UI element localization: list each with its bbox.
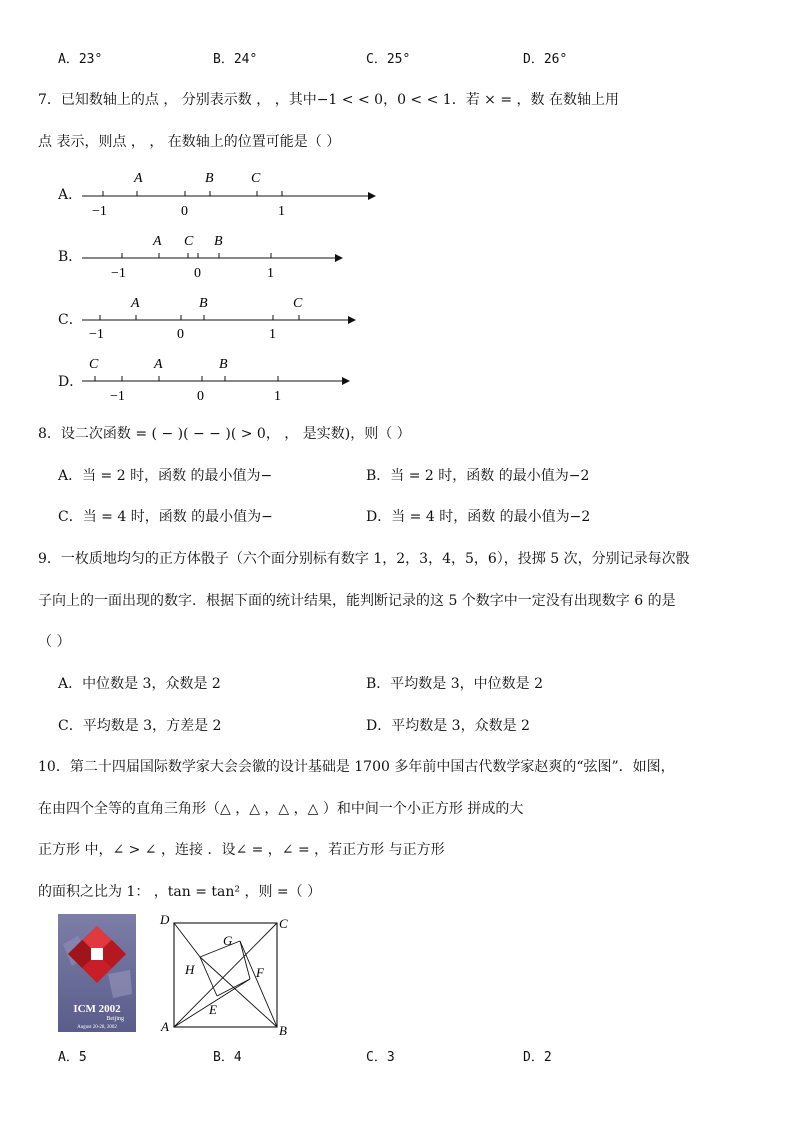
point-c-label: C: [89, 357, 99, 372]
point-a-label: A: [131, 296, 140, 311]
q7-stem-line2: 点 表示，则点 ， ， 在数轴上的位置可能是（ ）: [38, 134, 341, 150]
logo-title: ICM 2002: [73, 1003, 121, 1015]
point-c-label: C: [293, 296, 303, 311]
point-a-label: A: [153, 234, 162, 249]
q10-stem-line3: 正方形 中，∠ > ∠ ，连接 ．设∠ = ，∠ = ，若正方形 与正方形: [38, 842, 445, 858]
q8-option-b: B．当 = 2 时，函数 的最小值为−2: [366, 468, 590, 484]
tick-label-0: 0: [194, 266, 201, 281]
q9-option-a: A．中位数是 3，众数是 2: [58, 676, 221, 692]
q10-option-a: A．5: [58, 1050, 87, 1065]
point-b-label: B: [199, 296, 208, 311]
tick-label-1: 1: [274, 389, 281, 404]
q10-option-b: B．4: [213, 1050, 242, 1065]
point-b-label: B: [205, 171, 214, 186]
vertex-label-a: A: [161, 1019, 169, 1034]
q6-option-b: B．24°: [213, 52, 258, 67]
tick-label-0: 0: [181, 204, 188, 219]
tick-label-minus1: −1: [110, 389, 125, 404]
q6-option-d: D．26°: [523, 52, 568, 67]
tick-label-minus1: −1: [111, 266, 126, 281]
tick-label-0: 0: [197, 389, 204, 404]
number-line-c: [0, 286, 400, 346]
q9-stem-line3: （ ）: [38, 634, 71, 650]
point-b-label: B: [214, 234, 223, 249]
q7-option-d-letter: D．: [58, 374, 84, 390]
q6-option-c: C．25°: [366, 52, 411, 67]
icm-2002-logo: [58, 914, 136, 1032]
string-figure-diagram: [155, 910, 295, 1038]
tick-label-0: 0: [177, 327, 184, 342]
point-c-label: C: [251, 171, 261, 186]
q8-stem: 8．设二次函数 = ( − )( − − )( > 0， ， 是实数)，则（ ）: [38, 426, 411, 442]
vertex-label-b: B: [279, 1023, 287, 1038]
q10-stem-line2: 在由四个全等的直角三角形（△ ，△ ，△ ，△ ）和中间一个小正方形 拼成的大: [38, 801, 524, 817]
point-a-label: A: [134, 171, 143, 186]
q8-option-a: A．当 = 2 时，函数 的最小值为−: [58, 468, 273, 484]
q10-option-c: C．3: [366, 1050, 395, 1065]
tick-label-minus1: −1: [92, 204, 107, 219]
tick-label-1: 1: [267, 266, 274, 281]
point-c-label: C: [184, 234, 194, 249]
number-line-d: [0, 348, 400, 408]
tick-label-minus1: −1: [89, 327, 104, 342]
point-a-label: A: [154, 357, 163, 372]
number-line-a: [0, 160, 400, 220]
q10-stem-line4: 的面积之比为 1： ，tan = tan² ，则 =（ ）: [38, 884, 322, 900]
q10-option-d: D．2: [523, 1050, 552, 1065]
q7-option-b-letter: B．: [58, 249, 83, 265]
q9-option-c: C．平均数是 3，方差是 2: [58, 718, 222, 734]
tick-label-1: 1: [278, 204, 285, 219]
logo-dates: August 20-28, 2002: [77, 1025, 117, 1030]
q9-stem-line1: 9．一枚质地均匀的正方体骰子（六个面分别标有数字 1，2，3，4，5，6），投掷 5 次，分别记录每次骰: [38, 551, 690, 567]
point-b-label: B: [219, 357, 228, 372]
vertex-label-h: H: [185, 962, 195, 977]
q8-option-c: C．当 = 4 时，函数 的最小值为−: [58, 509, 273, 525]
vertex-label-f: F: [256, 965, 264, 980]
vertex-label-e: E: [209, 1002, 217, 1017]
q9-stem-line2: 子向上的一面出现的数字．根据下面的统计结果，能判断记录的这 5 个数字中一定没有出现数字 6 的是: [38, 593, 676, 609]
logo-city: Beijing: [106, 1016, 124, 1022]
vertex-label-c: C: [279, 916, 288, 931]
number-line-b: [0, 223, 400, 283]
vertex-label-d: D: [160, 912, 170, 927]
tick-label-1: 1: [269, 327, 276, 342]
q8-option-d: D．当 = 4 时，函数 的最小值为−2: [366, 509, 591, 525]
q9-option-b: B．平均数是 3，中位数是 2: [366, 676, 544, 692]
q10-stem-line1: 10．第二十四届国际数学家大会会徽的设计基础是 1700 多年前中国古代数学家赵爽的“弦图”．如图，: [38, 759, 675, 775]
vertex-label-g: G: [223, 933, 233, 948]
q7-option-c-letter: C．: [58, 312, 83, 328]
q7-option-a-letter: A．: [58, 187, 83, 203]
q7-stem-line1: 7．已知数轴上的点 ， 分别表示数 ， ，其中−1 < < 0，0 < < 1．若 × = ，数 在数轴上用: [38, 92, 619, 108]
q9-option-d: D．平均数是 3，众数是 2: [366, 718, 530, 734]
q6-option-a: A．23°: [58, 52, 103, 67]
